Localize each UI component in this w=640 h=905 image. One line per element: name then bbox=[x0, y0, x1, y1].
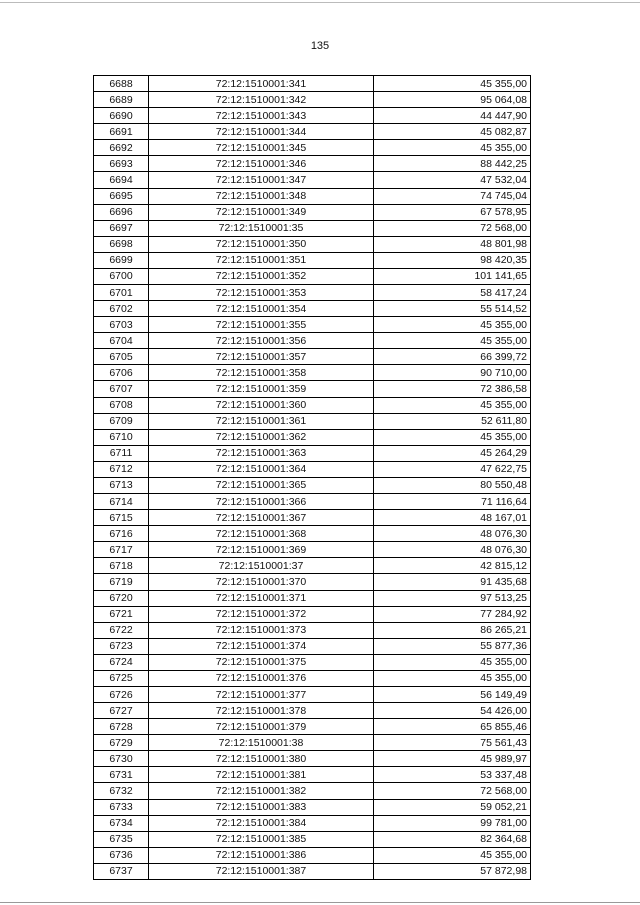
row-number-cell: 6688 bbox=[94, 76, 149, 92]
row-number-cell: 6724 bbox=[94, 654, 149, 670]
table-row bbox=[94, 429, 531, 445]
table-row bbox=[94, 703, 531, 719]
value-cell: 45 355,00 bbox=[374, 333, 531, 349]
value-cell: 55 877,36 bbox=[374, 638, 531, 654]
value-cell: 45 989,97 bbox=[374, 751, 531, 767]
value-cell: 95 064,08 bbox=[374, 92, 531, 108]
value-cell: 57 872,98 bbox=[374, 863, 531, 879]
cadastral-number-cell: 72:12:1510001:358 bbox=[149, 365, 374, 381]
value-cell: 54 426,00 bbox=[374, 703, 531, 719]
table-row bbox=[94, 461, 531, 477]
value-cell: 48 076,30 bbox=[374, 542, 531, 558]
row-number-cell: 6732 bbox=[94, 783, 149, 799]
cadastral-number-cell: 72:12:1510001:377 bbox=[149, 686, 374, 702]
table-row bbox=[94, 526, 531, 542]
value-cell: 86 265,21 bbox=[374, 622, 531, 638]
cadastral-number-cell: 72:12:1510001:376 bbox=[149, 670, 374, 686]
cadastral-number-cell: 72:12:1510001:374 bbox=[149, 638, 374, 654]
value-cell: 55 514,52 bbox=[374, 301, 531, 317]
value-cell: 98 420,35 bbox=[374, 252, 531, 268]
row-number-cell: 6712 bbox=[94, 461, 149, 477]
value-cell: 45 355,00 bbox=[374, 397, 531, 413]
value-cell: 72 568,00 bbox=[374, 220, 531, 236]
table-row bbox=[94, 510, 531, 526]
cadastral-number-cell: 72:12:1510001:361 bbox=[149, 413, 374, 429]
row-number-cell: 6726 bbox=[94, 686, 149, 702]
cadastral-number-cell: 72:12:1510001:387 bbox=[149, 863, 374, 879]
cadastral-number-cell: 72:12:1510001:354 bbox=[149, 301, 374, 317]
row-number-cell: 6690 bbox=[94, 108, 149, 124]
table-row bbox=[94, 445, 531, 461]
value-cell: 45 355,00 bbox=[374, 429, 531, 445]
table-row bbox=[94, 558, 531, 574]
table-row bbox=[94, 654, 531, 670]
row-number-cell: 6704 bbox=[94, 333, 149, 349]
value-cell: 80 550,48 bbox=[374, 477, 531, 493]
row-number-cell: 6722 bbox=[94, 622, 149, 638]
cadastral-number-cell: 72:12:1510001:373 bbox=[149, 622, 374, 638]
row-number-cell: 6737 bbox=[94, 863, 149, 879]
value-cell: 45 264,29 bbox=[374, 445, 531, 461]
cadastral-number-cell: 72:12:1510001:364 bbox=[149, 461, 374, 477]
table-row bbox=[94, 108, 531, 124]
table-row bbox=[94, 140, 531, 156]
table-row bbox=[94, 188, 531, 204]
cadastral-number-cell: 72:12:1510001:366 bbox=[149, 494, 374, 510]
value-cell: 53 337,48 bbox=[374, 767, 531, 783]
value-cell: 65 855,46 bbox=[374, 719, 531, 735]
table-row bbox=[94, 349, 531, 365]
row-number-cell: 6734 bbox=[94, 815, 149, 831]
cadastral-number-cell: 72:12:1510001:347 bbox=[149, 172, 374, 188]
cadastral-number-cell: 72:12:1510001:341 bbox=[149, 76, 374, 92]
value-cell: 59 052,21 bbox=[374, 799, 531, 815]
row-number-cell: 6717 bbox=[94, 542, 149, 558]
table-row bbox=[94, 606, 531, 622]
row-number-cell: 6707 bbox=[94, 381, 149, 397]
cadastral-number-cell: 72:12:1510001:386 bbox=[149, 847, 374, 863]
table-row bbox=[94, 751, 531, 767]
cadastral-number-cell: 72:12:1510001:379 bbox=[149, 719, 374, 735]
table-row bbox=[94, 268, 531, 284]
table-row bbox=[94, 542, 531, 558]
cadastral-number-cell: 72:12:1510001:342 bbox=[149, 92, 374, 108]
value-cell: 72 386,58 bbox=[374, 381, 531, 397]
value-cell: 48 801,98 bbox=[374, 236, 531, 252]
value-cell: 47 532,04 bbox=[374, 172, 531, 188]
row-number-cell: 6698 bbox=[94, 236, 149, 252]
value-cell: 48 167,01 bbox=[374, 510, 531, 526]
value-cell: 52 611,80 bbox=[374, 413, 531, 429]
row-number-cell: 6695 bbox=[94, 188, 149, 204]
row-number-cell: 6692 bbox=[94, 140, 149, 156]
value-cell: 45 355,00 bbox=[374, 654, 531, 670]
row-number-cell: 6693 bbox=[94, 156, 149, 172]
row-number-cell: 6706 bbox=[94, 365, 149, 381]
table-row bbox=[94, 92, 531, 108]
row-number-cell: 6691 bbox=[94, 124, 149, 140]
row-number-cell: 6694 bbox=[94, 172, 149, 188]
value-cell: 90 710,00 bbox=[374, 365, 531, 381]
row-number-cell: 6700 bbox=[94, 268, 149, 284]
row-number-cell: 6727 bbox=[94, 703, 149, 719]
cadastral-number-cell: 72:12:1510001:346 bbox=[149, 156, 374, 172]
value-cell: 45 355,00 bbox=[374, 847, 531, 863]
table-row bbox=[94, 381, 531, 397]
cadastral-number-cell: 72:12:1510001:375 bbox=[149, 654, 374, 670]
table-row bbox=[94, 590, 531, 606]
row-number-cell: 6710 bbox=[94, 429, 149, 445]
row-number-cell: 6708 bbox=[94, 397, 149, 413]
table-row bbox=[94, 815, 531, 831]
cadastral-number-cell: 72:12:1510001:370 bbox=[149, 574, 374, 590]
cadastral-number-cell: 72:12:1510001:371 bbox=[149, 590, 374, 606]
table-row bbox=[94, 494, 531, 510]
cadastral-number-cell: 72:12:1510001:355 bbox=[149, 317, 374, 333]
value-cell: 56 149,49 bbox=[374, 686, 531, 702]
value-cell: 66 399,72 bbox=[374, 349, 531, 365]
row-number-cell: 6720 bbox=[94, 590, 149, 606]
table-row bbox=[94, 236, 531, 252]
table-row bbox=[94, 172, 531, 188]
table-row bbox=[94, 735, 531, 751]
cadastral-number-cell: 72:12:1510001:383 bbox=[149, 799, 374, 815]
row-number-cell: 6711 bbox=[94, 445, 149, 461]
cadastral-number-cell: 72:12:1510001:384 bbox=[149, 815, 374, 831]
row-number-cell: 6730 bbox=[94, 751, 149, 767]
cadastral-number-cell: 72:12:1510001:362 bbox=[149, 429, 374, 445]
value-cell: 74 745,04 bbox=[374, 188, 531, 204]
table-row bbox=[94, 783, 531, 799]
row-number-cell: 6729 bbox=[94, 735, 149, 751]
cadastral-number-cell: 72:12:1510001:349 bbox=[149, 204, 374, 220]
row-number-cell: 6735 bbox=[94, 831, 149, 847]
cadastral-number-cell: 72:12:1510001:363 bbox=[149, 445, 374, 461]
value-cell: 99 781,00 bbox=[374, 815, 531, 831]
table-row bbox=[94, 397, 531, 413]
value-cell: 77 284,92 bbox=[374, 606, 531, 622]
value-cell: 82 364,68 bbox=[374, 831, 531, 847]
cadastral-number-cell: 72:12:1510001:343 bbox=[149, 108, 374, 124]
table-row bbox=[94, 365, 531, 381]
value-cell: 42 815,12 bbox=[374, 558, 531, 574]
cadastral-number-cell: 72:12:1510001:350 bbox=[149, 236, 374, 252]
table-row bbox=[94, 413, 531, 429]
row-number-cell: 6723 bbox=[94, 638, 149, 654]
row-number-cell: 6699 bbox=[94, 252, 149, 268]
cadastral-number-cell: 72:12:1510001:351 bbox=[149, 252, 374, 268]
table-row bbox=[94, 220, 531, 236]
table-row bbox=[94, 799, 531, 815]
table-row bbox=[94, 767, 531, 783]
row-number-cell: 6725 bbox=[94, 670, 149, 686]
page-number: 135 bbox=[310, 40, 330, 52]
cadastral-number-cell: 72:12:1510001:369 bbox=[149, 542, 374, 558]
row-number-cell: 6702 bbox=[94, 301, 149, 317]
cadastral-number-cell: 72:12:1510001:352 bbox=[149, 268, 374, 284]
row-number-cell: 6718 bbox=[94, 558, 149, 574]
cadastral-number-cell: 72:12:1510001:367 bbox=[149, 510, 374, 526]
row-number-cell: 6714 bbox=[94, 494, 149, 510]
table-row bbox=[94, 686, 531, 702]
row-number-cell: 6715 bbox=[94, 510, 149, 526]
value-cell: 91 435,68 bbox=[374, 574, 531, 590]
row-number-cell: 6733 bbox=[94, 799, 149, 815]
cadastral-number-cell: 72:12:1510001:382 bbox=[149, 783, 374, 799]
cadastral-number-cell: 72:12:1510001:356 bbox=[149, 333, 374, 349]
table-row bbox=[94, 301, 531, 317]
cadastral-number-cell: 72:12:1510001:38 bbox=[149, 735, 374, 751]
row-number-cell: 6709 bbox=[94, 413, 149, 429]
table-row bbox=[94, 252, 531, 268]
value-cell: 88 442,25 bbox=[374, 156, 531, 172]
table-row bbox=[94, 863, 531, 879]
row-number-cell: 6701 bbox=[94, 285, 149, 301]
cadastral-number-cell: 72:12:1510001:35 bbox=[149, 220, 374, 236]
value-cell: 48 076,30 bbox=[374, 526, 531, 542]
row-number-cell: 6716 bbox=[94, 526, 149, 542]
value-cell: 67 578,95 bbox=[374, 204, 531, 220]
value-cell: 58 417,24 bbox=[374, 285, 531, 301]
value-cell: 45 082,87 bbox=[374, 124, 531, 140]
row-number-cell: 6736 bbox=[94, 847, 149, 863]
scan-bottom-edge-line bbox=[0, 902, 640, 903]
row-number-cell: 6689 bbox=[94, 92, 149, 108]
table-row bbox=[94, 285, 531, 301]
cadastral-number-cell: 72:12:1510001:360 bbox=[149, 397, 374, 413]
cadastral-number-cell: 72:12:1510001:381 bbox=[149, 767, 374, 783]
table-body bbox=[94, 76, 531, 880]
cadastral-value-table bbox=[93, 75, 531, 880]
cadastral-number-cell: 72:12:1510001:357 bbox=[149, 349, 374, 365]
value-cell: 45 355,00 bbox=[374, 317, 531, 333]
row-number-cell: 6696 bbox=[94, 204, 149, 220]
value-cell: 45 355,00 bbox=[374, 140, 531, 156]
row-number-cell: 6713 bbox=[94, 477, 149, 493]
row-number-cell: 6703 bbox=[94, 317, 149, 333]
table-row bbox=[94, 156, 531, 172]
table-row bbox=[94, 477, 531, 493]
value-cell: 44 447,90 bbox=[374, 108, 531, 124]
value-cell: 97 513,25 bbox=[374, 590, 531, 606]
cadastral-number-cell: 72:12:1510001:37 bbox=[149, 558, 374, 574]
value-cell: 75 561,43 bbox=[374, 735, 531, 751]
table-row bbox=[94, 831, 531, 847]
cadastral-number-cell: 72:12:1510001:353 bbox=[149, 285, 374, 301]
table-row bbox=[94, 204, 531, 220]
table-row bbox=[94, 638, 531, 654]
row-number-cell: 6728 bbox=[94, 719, 149, 735]
value-cell: 45 355,00 bbox=[374, 76, 531, 92]
cadastral-number-cell: 72:12:1510001:365 bbox=[149, 477, 374, 493]
value-cell: 47 622,75 bbox=[374, 461, 531, 477]
value-cell: 45 355,00 bbox=[374, 670, 531, 686]
row-number-cell: 6719 bbox=[94, 574, 149, 590]
cadastral-number-cell: 72:12:1510001:348 bbox=[149, 188, 374, 204]
cadastral-number-cell: 72:12:1510001:345 bbox=[149, 140, 374, 156]
cadastral-number-cell: 72:12:1510001:344 bbox=[149, 124, 374, 140]
value-cell: 71 116,64 bbox=[374, 494, 531, 510]
value-cell: 101 141,65 bbox=[374, 268, 531, 284]
cadastral-number-cell: 72:12:1510001:378 bbox=[149, 703, 374, 719]
table-row bbox=[94, 333, 531, 349]
row-number-cell: 6697 bbox=[94, 220, 149, 236]
scan-top-edge-line bbox=[0, 2, 640, 3]
table-row bbox=[94, 719, 531, 735]
row-number-cell: 6705 bbox=[94, 349, 149, 365]
table-row bbox=[94, 622, 531, 638]
cadastral-number-cell: 72:12:1510001:380 bbox=[149, 751, 374, 767]
table-row bbox=[94, 76, 531, 92]
table-row bbox=[94, 847, 531, 863]
table-row bbox=[94, 124, 531, 140]
table-row bbox=[94, 574, 531, 590]
table-row bbox=[94, 670, 531, 686]
table-row bbox=[94, 317, 531, 333]
row-number-cell: 6731 bbox=[94, 767, 149, 783]
cadastral-number-cell: 72:12:1510001:368 bbox=[149, 526, 374, 542]
cadastral-number-cell: 72:12:1510001:385 bbox=[149, 831, 374, 847]
row-number-cell: 6721 bbox=[94, 606, 149, 622]
cadastral-number-cell: 72:12:1510001:359 bbox=[149, 381, 374, 397]
value-cell: 72 568,00 bbox=[374, 783, 531, 799]
cadastral-number-cell: 72:12:1510001:372 bbox=[149, 606, 374, 622]
